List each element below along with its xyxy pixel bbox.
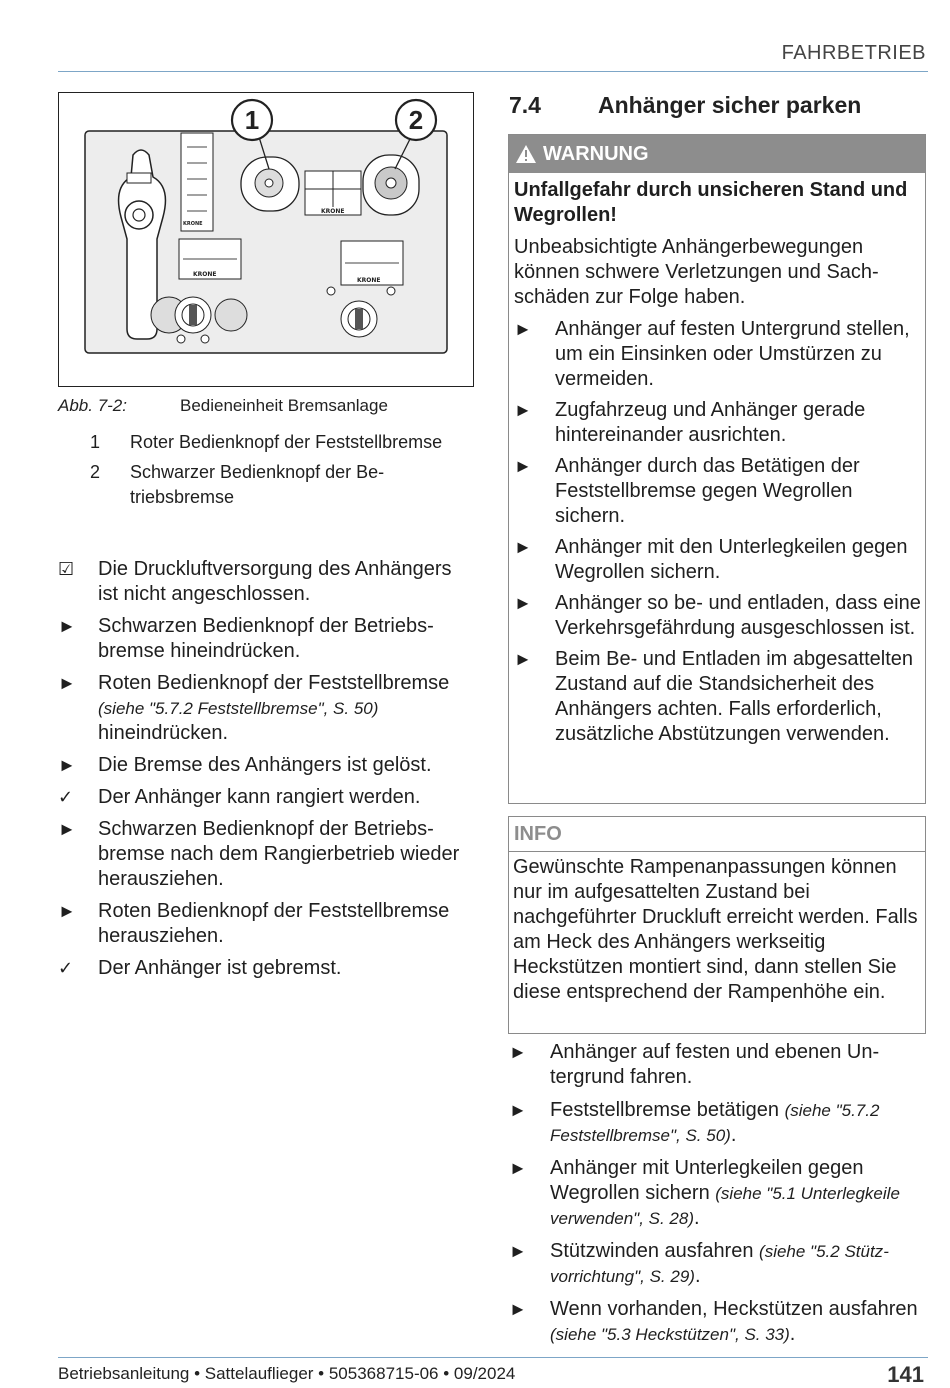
- arrow-bullet-icon: ►: [514, 400, 532, 420]
- step-text: Wenn vorhanden, Heckstützen ausfahren: [550, 1298, 918, 1320]
- action-item: [58, 817, 473, 892]
- legend-item: [90, 430, 470, 455]
- warning-text: Unbeabsichtigte Anhängerbewegungen können schwere Verletzungen und Sachschäden zur Folge haben.: [514, 236, 879, 308]
- arrow-bullet-icon: ►: [514, 319, 532, 339]
- warning-step: [514, 535, 921, 585]
- warning-step-text: Anhänger durch das Betätigen der Feststellbremse gegen Wegrollen sichern.: [555, 455, 860, 527]
- brand-mark: KRONE: [321, 208, 345, 215]
- footer-text: Betriebsanleitung • Sattelauflieger • 505368715-06 • 09/2024: [58, 1364, 516, 1383]
- cross-reference-link[interactable]: (siehe "5.3 Heckstützen", S. 33): [550, 1325, 790, 1344]
- info-box: [508, 816, 926, 1034]
- action-item: [58, 899, 473, 949]
- arrow-bullet-icon: ►: [58, 901, 76, 921]
- result-item: [58, 956, 473, 981]
- warning-content: [509, 173, 925, 747]
- cross-reference-link[interactable]: (siehe "5.1 Unterlegkeile verwenden", S. 28): [550, 1184, 900, 1228]
- action-item: [509, 1156, 927, 1231]
- warning-step-text: Anhänger auf festen Untergrund stellen, um ein Einsinken oder Umstürzen zu vermeiden.: [555, 318, 910, 390]
- left-step-list: [58, 557, 473, 988]
- brand-mark: KRONE: [357, 277, 381, 284]
- step-text: Stützwinden ausfahren: [550, 1240, 760, 1262]
- step-text: Der Anhänger ist gebremst.: [98, 957, 342, 979]
- arrow-bullet-icon: ►: [58, 616, 76, 636]
- arrow-bullet-icon: ►: [58, 673, 76, 693]
- step-text: Roten Bedienknopf der Feststellbremse herausziehen.: [98, 900, 450, 947]
- action-item: [509, 1239, 927, 1289]
- page-number: 141: [887, 1362, 924, 1387]
- action-item: [58, 671, 473, 746]
- warning-step: [514, 591, 921, 641]
- header-divider: [58, 71, 928, 72]
- arrow-bullet-icon: ►: [509, 1299, 527, 1319]
- arrow-bullet-icon: ►: [514, 456, 532, 476]
- step-text: Anhänger auf festen und ebenen Untergrund fahren.: [550, 1041, 880, 1088]
- brake-control-unit-illustration: [59, 93, 473, 386]
- figure-caption-text: Bedieneinheit Bremsanlage: [180, 396, 388, 415]
- checkbox-icon: ☑: [58, 559, 75, 579]
- step-text: Schwarzen Bedienknopf der Betriebsbremse nach dem Rangierbetrieb wieder herausziehen.: [98, 818, 460, 890]
- step-text-after: .: [694, 1265, 701, 1287]
- arrow-bullet-icon: ►: [509, 1042, 527, 1062]
- right-step-list: [509, 1040, 927, 1355]
- cross-reference-link[interactable]: (siehe "5.7.2 Feststellbremse", S. 50): [550, 1101, 880, 1145]
- step-text-after: .: [694, 1207, 700, 1229]
- section-heading: [509, 92, 861, 119]
- step-text-after: .: [789, 1323, 796, 1345]
- callout-1: 1: [244, 105, 260, 135]
- step-text-after: .: [730, 1124, 737, 1146]
- arrow-bullet-icon: ►: [509, 1158, 527, 1178]
- section-title: Anhänger sicher parken: [598, 92, 862, 118]
- figure-caption: [58, 396, 388, 416]
- warning-step: [514, 454, 921, 529]
- warning-step-text: Beim Be- und Entladen im abgesattelten Zustand auf die Standsicherheit des Anhängers achten. Falls erforderlich, zusätzliche Abstützungen verwenden.: [555, 648, 913, 745]
- legend-number: 1: [90, 432, 101, 452]
- step-text: Schwarzen Bedienknopf der Betriebsbremse hineindrücken.: [98, 615, 434, 662]
- warning-step: [514, 317, 921, 392]
- arrow-bullet-icon: ►: [509, 1241, 527, 1261]
- precondition-item: [58, 557, 473, 607]
- legend-text: Roter Bedienknopf der Feststellbremse: [130, 432, 443, 452]
- brand-mark: KRONE: [193, 271, 217, 278]
- arrow-bullet-icon: ►: [514, 593, 532, 613]
- warning-heading: Unfallgefahr durch unsicheren Stand und Wegrollen!: [514, 179, 908, 226]
- warning-step-text: Anhänger mit den Unterlegkeilen gegen Wegrollen sichern.: [555, 536, 908, 583]
- checkmark-icon: ✓: [58, 787, 74, 807]
- step-text: Roten Bedienknopf der Feststellbremse: [98, 672, 450, 694]
- info-label: INFO: [514, 822, 562, 845]
- step-text: Der Anhänger kann rangiert werden.: [98, 786, 421, 808]
- step-text-after: hineindrücken.: [98, 722, 229, 744]
- arrow-bullet-icon: ►: [514, 537, 532, 557]
- action-item: [58, 614, 473, 664]
- arrow-bullet-icon: ►: [58, 755, 76, 775]
- cross-reference-link[interactable]: (siehe "5.2 Stützvorrichtung", S. 29): [550, 1242, 889, 1286]
- info-header: [509, 817, 925, 852]
- legend-number: 2: [90, 462, 101, 482]
- action-item: [509, 1098, 927, 1148]
- section-number: 7.4: [509, 92, 541, 118]
- warning-box: [508, 134, 926, 804]
- arrow-bullet-icon: ►: [514, 649, 532, 669]
- step-text: Die Bremse des Anhängers ist gelöst.: [98, 754, 432, 776]
- warning-header: [509, 135, 925, 173]
- figure-caption-label: Abb. 7-2:: [58, 396, 127, 415]
- brand-mark: KRONE: [183, 221, 203, 227]
- warning-step: [514, 398, 921, 448]
- action-item: [58, 753, 473, 778]
- warning-step-text: Anhänger so be- und entladen, dass eine Verkehrsgefährdung ausgeschlossen ist.: [555, 592, 921, 639]
- figure-legend: [90, 430, 470, 515]
- action-item: [509, 1040, 927, 1090]
- warning-label: WARNUNG: [543, 142, 649, 165]
- legend-item: [90, 460, 470, 510]
- arrow-bullet-icon: ►: [509, 1100, 527, 1120]
- arrow-bullet-icon: ►: [58, 819, 76, 839]
- warning-step: [514, 647, 921, 747]
- callout-2: 2: [408, 105, 424, 135]
- result-item: [58, 785, 473, 810]
- step-text: Anhänger mit Unterlegkeilen gegen Wegrollen sichern: [550, 1157, 864, 1204]
- cross-reference-link[interactable]: (siehe "5.7.2 Feststellbremse", S. 50): [98, 699, 379, 718]
- footer-divider: [58, 1357, 928, 1358]
- info-text: Gewünschte Rampenanpassungen können nur im aufgesattelten Zustand bei nachgeführter Druckluft erreicht werden. Falls am Heck des Anhängers werkseitig Heckstützen montiert sind, dann stellen Sie diese entsprechend der Rampenhöhe ein.: [513, 856, 918, 1003]
- running-header: FAHRBETRIEB: [781, 42, 926, 64]
- legend-text: Schwarzer Bedienknopf der Betriebsbremse: [130, 462, 385, 507]
- step-text: Feststellbremse betätigen: [550, 1099, 785, 1121]
- checkmark-icon: ✓: [58, 958, 74, 978]
- step-text: Die Druckluftversorgung des Anhängers ist nicht angeschlossen.: [98, 558, 452, 605]
- warning-step-text: Zugfahrzeug und Anhänger gerade hintereinander ausrichten.: [555, 399, 866, 446]
- figure-brake-control-unit: [58, 92, 474, 387]
- warning-triangle-icon: [515, 144, 537, 164]
- action-item: [509, 1297, 927, 1347]
